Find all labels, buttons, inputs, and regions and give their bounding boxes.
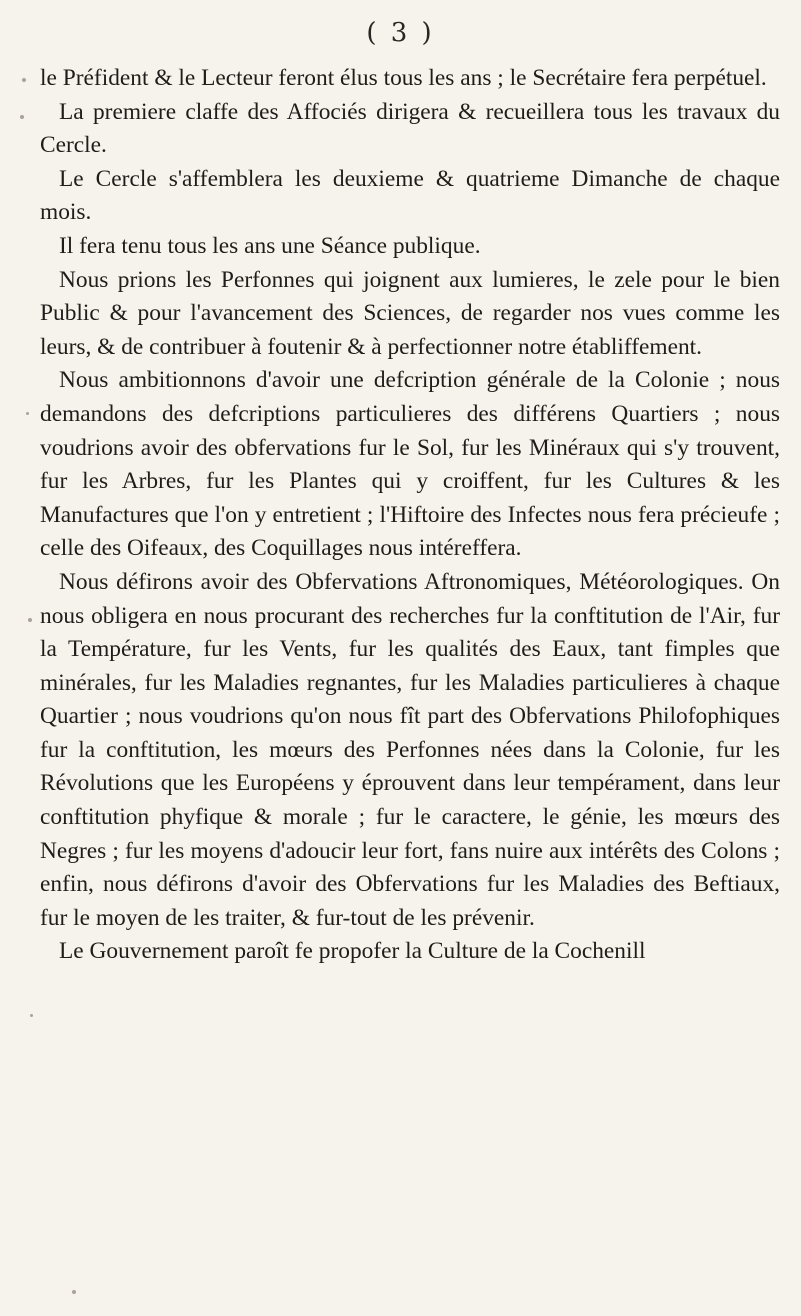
margin-speck (30, 1014, 33, 1017)
paragraph-meetings: Le Cercle s'affemblera les deuxieme & quatrieme Dimanche de chaque mois. (40, 165, 780, 226)
paragraph-appeal: Nous prions les Perfonnes qui joignent aux lumieres, le zele pour le bien Public & pour l'avancement des Sciences, de regarder nos vues comme les leurs, & de contribuer à foutenir & à perfectionner notre établiffement. (40, 266, 780, 360)
paragraph-descriptions: Nous ambitionnons d'avoir une defcription générale de la Colonie ; nous demandons des defcriptions particulieres des différens Quartiers ; nous voudrions avoir des obfervations fur le Sol, fur les Minéraux qui s'y trouvent, fur les Arbres, fur les Plantes qui y croiffent, fur les Cultures & les Manufactures que l'on y entretient ; l'Hiftoire des Infectes nous fera précieufe ; celle des Oifeaux, des Coquillages nous intéreffera. (40, 367, 780, 562)
paragraph-government: Le Gouvernement paroît fe propofer la Culture de la Cochenill (59, 938, 646, 965)
margin-speck (20, 115, 24, 119)
margin-speck (22, 78, 26, 82)
margin-speck (26, 412, 29, 415)
paragraph-statute-officers: le Préfident & le Lecteur feront élus tous les ans ; le Secrétaire fera perpétuel. (40, 65, 767, 91)
paragraph-public-session: Il fera tenu tous les ans une Séance publique. (59, 232, 481, 259)
margin-speck (28, 618, 32, 622)
page-number: ( 3 ) (366, 18, 435, 48)
paragraph-observations: Nous défirons avoir des Obfervations Aftronomiques, Météorologiques. On nous obligera en nous procurant des recherches fur la conftitution de l'Air, fur la Température, fur les Vents, fur les qualités des Eaux, tant fimples que minérales, fur les Maladies regnantes, fur les Maladies particulieres à chaque Quartier ; nous voudrions qu'on nous fît part des Obfervations Philofophiques fur la conftitution, les mœurs des Perfonnes nées dans la Colonie, fur les Révolutions que les Européens y éprouvent dans leur tempérament, dans leur conftitution phyfique & morale ; fur le caractere, le génie, les mœurs des Negres ; fur les moyens d'adoucir leur fort, fans nuire aux intérêts des Colons ; enfin, nous défirons d'avoir des Obfervations fur les Maladies des Beftiaux, fur le moyen de les traiter, & fur-tout de les prévenir. (40, 568, 780, 931)
body-text (40, 62, 780, 969)
paragraph-first-class: La premiere claffe des Affociés dirigera & recueillera tous les travaux du Cercle. (40, 98, 780, 159)
margin-speck (72, 1290, 76, 1294)
